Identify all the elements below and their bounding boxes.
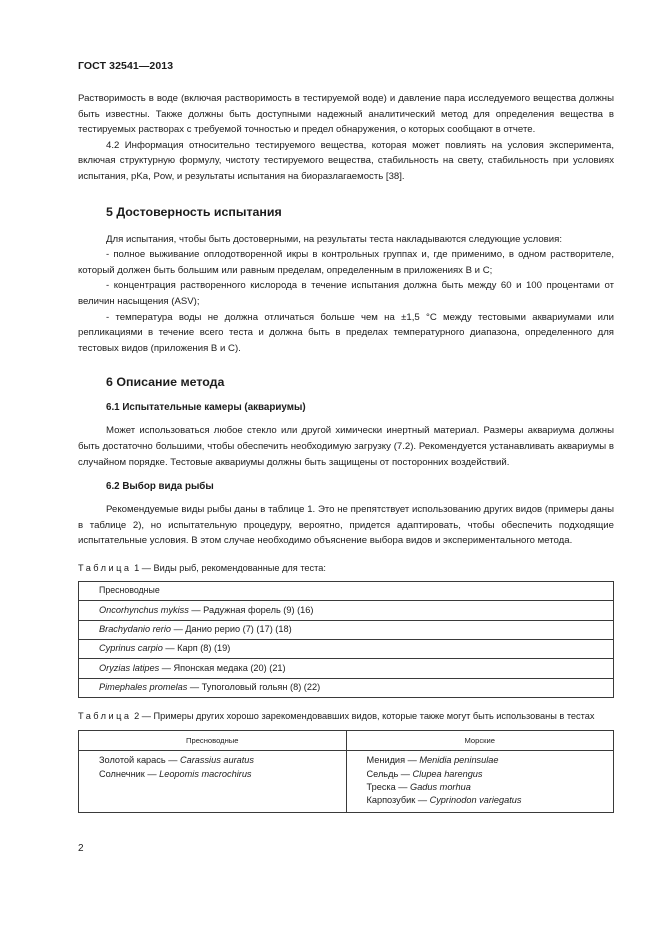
- species-name: — Карп (8) (19): [162, 643, 231, 654]
- list-item: Сельдь — Clupea harengus: [366, 768, 483, 779]
- intro-paragraph-1: Растворимость в воде (включая растворимость в тестируемой воде) и давление пара исследуемого вещества должны быть известны. Также должны быть доступными надежный аналитический метод для определения вещества в тестируемых растворах с требуемой точностью и предел обнаружения, о которых сообщают в отчете.: [78, 93, 614, 136]
- table-row: [79, 751, 614, 813]
- subsection-6-2-text: Рекомендуемые виды рыбы даны в таблице 1. Это не препятствует использованию других видов (примеры даны в таблице 2), но испытательную процедуру, вероятно, придется адаптировать, чтобы обеспечить подходящие испытательные условия. В этом случае необходимо объяснение выбора видов и экспериментального метода.: [78, 504, 614, 547]
- list-item: Треска — Gadus morhua: [366, 782, 471, 793]
- table-row: [79, 678, 614, 697]
- freshwater-cell: [79, 751, 347, 813]
- species-latin: Pimephales promelas: [99, 682, 188, 693]
- table-row: [79, 601, 614, 620]
- list-item: Золотой карась — Carassius auratus: [99, 755, 254, 766]
- intro-paragraph-2: 4.2 Информация относительно тестируемого вещества, которая может повлиять на условия эксперимента, включая структурную формулу, чистоту тестируемого вещества, стабильность на свету, стабильность при условиях испытания, pKa, Pow, и результаты испытания на биоразлагаемость [38].: [78, 139, 614, 182]
- section-5-item-2: - концентрация растворенного кислорода в течение испытания должна быть между 60 и 100 процентами от величин насыщения (ASV);: [78, 280, 614, 307]
- marine-cell: [346, 751, 614, 813]
- page-number: 2: [78, 843, 84, 854]
- table-row: [79, 620, 614, 639]
- section-5-item-3: - температура воды не должна отличаться больше чем на ±1,5 °С между тестовыми аквариумами или репликациями в течение всего теста и должна быть в пределах температурного диапазона, определенного для тестовых видов (приложения В и С).: [78, 311, 614, 354]
- table-2-header-row: [79, 731, 614, 751]
- species-name: — Радужная форель (9) (16): [188, 604, 314, 615]
- species-name: — Данио рерио (7) (17) (18): [171, 624, 292, 635]
- table-1-header-cell: Пресноводные: [79, 581, 614, 600]
- table-2: [78, 730, 614, 813]
- subsection-6-2-heading: 6.2 Выбор вида рыбы: [106, 481, 214, 493]
- table-2-header-freshwater: Пресноводные: [79, 731, 347, 751]
- table-1: [78, 581, 614, 698]
- document-id: ГОСТ 32541—2013: [78, 60, 174, 72]
- species-name: — Тупоголовый гольян (8) (22): [187, 682, 321, 693]
- section-5-heading: 5 Достоверность испытания: [106, 204, 282, 219]
- species-latin: Oncorhynchus mykiss: [99, 604, 189, 615]
- section-5-intro: Для испытания, чтобы быть достоверными, на результаты теста накладываются следующие условия:: [106, 233, 563, 245]
- section-5-item-1: - полное выживание оплодотворенной икры в контрольных группах и, где применимо, в одном растворителе, который должен быть большим или равным пределам, определенным в приложениях В и С;: [78, 249, 614, 276]
- section-6-heading: 6 Описание метода: [106, 375, 225, 390]
- list-item: Карпозубик — Cyprinodon variegatus: [366, 795, 522, 806]
- table-1-caption: Таблица 1 — Виды рыб, рекомендованные для теста:: [78, 562, 326, 573]
- table-row: [79, 659, 614, 678]
- species-name: — Японская медака (20) (21): [159, 662, 286, 673]
- species-latin: Cyprinus carpio: [99, 643, 163, 654]
- table-1-header-row: [79, 581, 614, 600]
- subsection-6-1-heading: 6.1 Испытательные камеры (аквариумы): [106, 402, 306, 414]
- species-latin: Brachydanio rerio: [99, 624, 172, 635]
- subsection-6-1-text: Может использоваться любое стекло или другой химически инертный материал. Размеры аквариума должны быть достаточно большими, чтобы обеспечить необходимую загрузку (7.2). Рекомендуется устанавливать аквариумы в случайном порядке. Тестовые аквариумы должны быть защищены от посторонних воздействий.: [78, 425, 614, 468]
- table-2-header-marine: Морские: [346, 731, 614, 751]
- species-latin: Oryzias latipes: [99, 662, 160, 673]
- list-item: Менидия — Menidia peninsulae: [366, 755, 499, 766]
- page-content: [78, 91, 614, 813]
- list-item: Солнечник — Leopomis macrochirus: [99, 768, 252, 779]
- table-2-caption: Таблица 2 — Примеры других хорошо зарекомендовавших видов, которые также могут быть использованы в тестах: [78, 711, 595, 722]
- table-row: [79, 640, 614, 659]
